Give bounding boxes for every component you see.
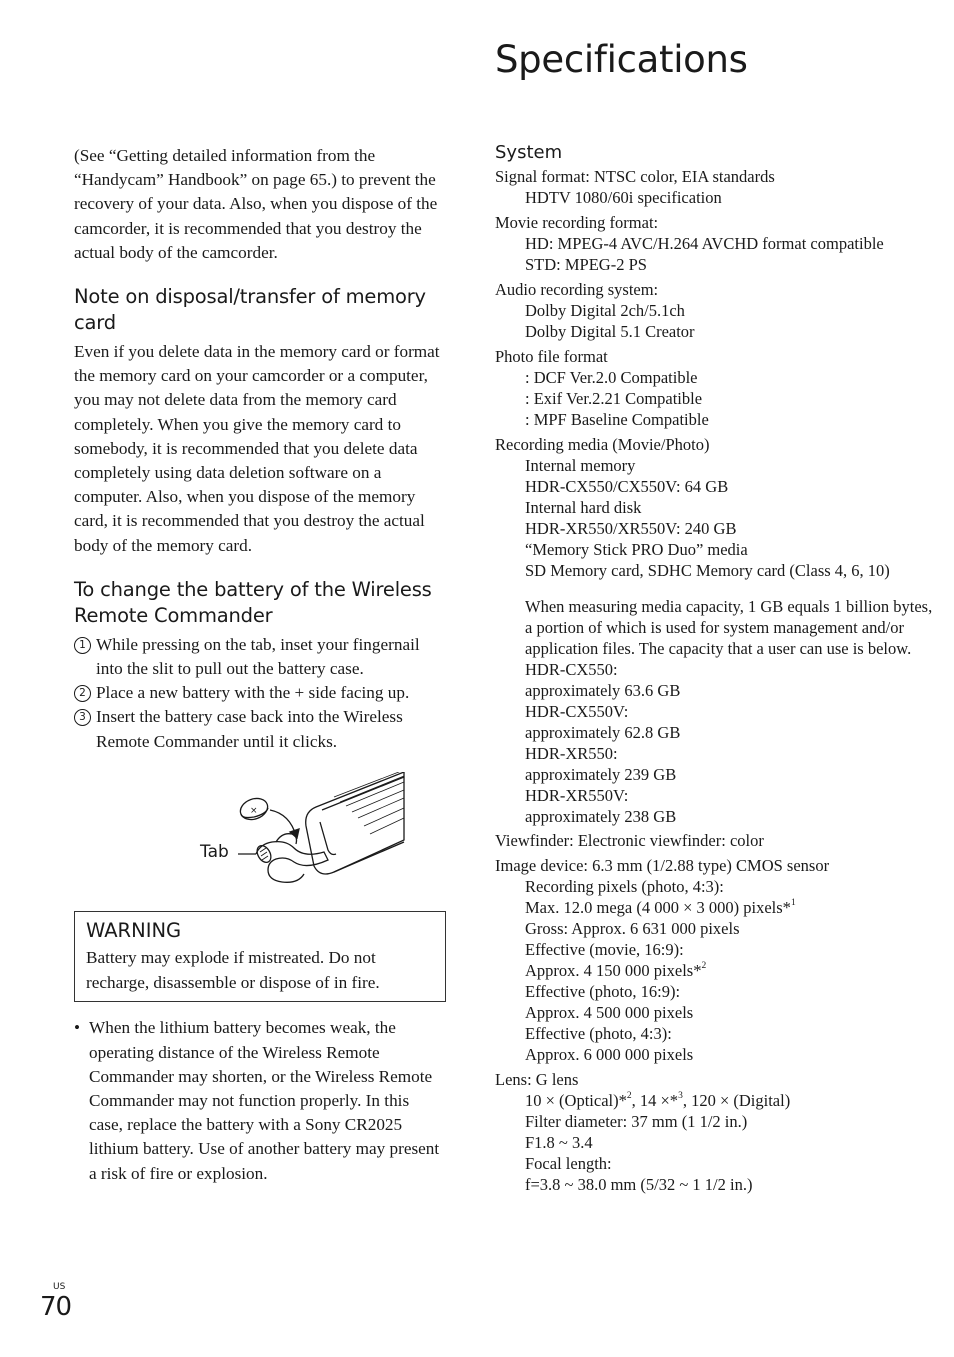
page-title: Specifications — [495, 38, 748, 81]
warning-text: Battery may explode if mistreated. Do not recharge, disassemble or dispose of in fire. — [86, 947, 380, 992]
spec-value: 10 × (Optical)*$^2$, 14 ×*$^3$, 120 × (Digital) — [525, 1090, 791, 1111]
spec-value: : DCF Ver.2.0 Compatible — [525, 367, 698, 387]
spec-audio — [495, 279, 935, 342]
spec-value: HDTV 1080/60i specification — [525, 188, 722, 207]
left-column — [74, 144, 446, 1186]
spec-value: : Exif Ver.2.21 Compatible — [525, 388, 703, 408]
spec-value: approximately 238 GB — [525, 806, 677, 826]
step-number: 3 — [74, 709, 91, 726]
spec-value: Effective (photo, 16:9): — [525, 982, 681, 1002]
spec-label: Photo file format — [495, 346, 608, 366]
spec-value: HDR-XR550: — [525, 743, 618, 763]
spec-value: Effective (photo, 4:3): — [525, 1024, 672, 1044]
page-number: 70 — [40, 1292, 72, 1322]
spec-label: Lens: G lens — [495, 1070, 579, 1090]
page-footer — [40, 1282, 71, 1322]
spec-label: Image device: 6.3 mm (1/2.88 type) CMOS sensor — [495, 856, 830, 876]
bullet-symbol: • — [74, 1018, 81, 1038]
spec-value: approximately 63.6 GB — [525, 680, 681, 700]
spec-movie-format — [495, 212, 935, 275]
spec-value: : MPF Baseline Compatible — [525, 409, 709, 429]
spec-value: Internal hard disk — [525, 497, 642, 517]
step-number: 1 — [74, 637, 91, 654]
warning-box — [74, 911, 446, 1003]
spec-value: HDR-CX550V: — [525, 701, 629, 721]
spec-label: Signal format: NTSC color, EIA standards — [495, 167, 775, 186]
spec-value: STD: MPEG-2 PS — [525, 254, 647, 274]
spec-value: F1.8 ~ 3.4 — [525, 1133, 593, 1153]
system-heading: System — [495, 142, 563, 163]
spec-recording-media — [495, 434, 935, 827]
spec-label: Movie recording format: — [495, 212, 659, 232]
remote-slot — [320, 822, 336, 855]
svg-text:×: × — [250, 805, 258, 816]
spec-value: HDR-CX550/CX550V: 64 GB — [525, 476, 729, 496]
spec-value: approximately 62.8 GB — [525, 722, 681, 742]
step-text: While pressing on the tab, inset your fingernail into the slit to pull out the battery case. — [96, 634, 420, 679]
spec-value: Internal memory — [525, 455, 636, 475]
remote-side — [334, 842, 404, 872]
spec-image-device — [495, 855, 935, 1065]
spec-value: SD Memory card, SDHC Memory card (Class 4, 6, 10) — [525, 560, 890, 580]
memory-card-paragraph: Even if you delete data in the memory card or format the memory card on your camcorder or a computer, you may not delete data from the memory card completely. When you give the memory card to somebody, it is recommended that you delete data completely using data deletion software on a computer. Also, when you dispose of the memory card, it is recommended that you destroy the actual body of the memory card. — [74, 342, 440, 555]
battery-steps — [74, 633, 446, 754]
intro-paragraph: (See “Getting detailed information from the “Handycam” Handbook” on page 65.) to prevent the recovery of your data. Also, when you dispose of the camcorder, it is recommended that you destroy the actual body of the camcorder. — [74, 146, 438, 262]
step-item — [74, 633, 446, 681]
spec-value: “Memory Stick PRO Duo” media — [525, 539, 748, 559]
tray-tab-ridges — [260, 848, 268, 860]
spec-value: Approx. 6 000 000 pixels — [525, 1045, 694, 1065]
system-specs — [495, 166, 935, 1195]
warning-title: WARNING — [86, 918, 182, 942]
spec-signal-format — [495, 166, 935, 208]
lithium-battery-note — [74, 1016, 446, 1185]
spec-value: HDR-CX550: — [525, 659, 618, 679]
battery-heading: To change the battery of the Wireless Remote Commander — [74, 577, 432, 627]
capacity-note: When measuring media capacity, 1 GB equals 1 billion bytes, a portion of which is used for system management and/or application files. The capacity that a user can use is below. — [525, 596, 933, 658]
spec-viewfinder — [495, 830, 935, 851]
spec-value: Dolby Digital 2ch/5.1ch — [525, 300, 685, 320]
spec-label: Viewfinder: Electronic viewfinder: color — [495, 831, 764, 851]
step-text: Place a new battery with the + side facing up. — [96, 683, 410, 703]
spec-photo-format — [495, 346, 935, 430]
spec-value: HDR-XR550/XR550V: 240 GB — [525, 518, 737, 538]
spec-label: Audio recording system: — [495, 279, 659, 299]
step-number: 2 — [74, 685, 91, 702]
spec-value: HD: MPEG-4 AVC/H.264 AVCHD format compatible — [525, 233, 884, 253]
spec-value: Dolby Digital 5.1 Creator — [525, 321, 695, 341]
bullet-text: When the lithium battery becomes weak, the operating distance of the Wireless Remote Commander may shorten, or the Wireless Remote Commander may not function properly. In this case, replace the battery with a Sony CR2025 lithium battery. Use of another battery may present a risk of fire or explosion. — [89, 1018, 440, 1183]
tab-label: Tab — [200, 841, 229, 862]
spec-value: Effective (movie, 16:9): — [525, 940, 684, 960]
remote-battery-drawing — [204, 772, 409, 890]
spec-value: Focal length: — [525, 1154, 612, 1174]
memory-card-heading: Note on disposal/transfer of memory card — [74, 285, 426, 335]
spec-value: Approx. 4 500 000 pixels — [525, 1003, 694, 1023]
region-code: US — [53, 1282, 66, 1292]
battery-illustration — [74, 772, 446, 890]
right-column — [495, 141, 935, 1199]
spec-value: approximately 239 GB — [525, 764, 677, 784]
spec-lens — [495, 1069, 935, 1195]
spec-value: f=3.8 ~ 38.0 mm (5/32 ~ 1 1/2 in.) — [525, 1175, 753, 1195]
spec-label: Recording media (Movie/Photo) — [495, 434, 710, 454]
step-text: Insert the battery case back into the Wireless Remote Commander until it clicks. — [96, 707, 403, 751]
spec-value: Approx. 4 150 000 pixels*$^2$ — [525, 960, 707, 981]
spec-value: Filter diameter: 37 mm (1 1/2 in.) — [525, 1112, 748, 1132]
step-item — [74, 681, 446, 705]
spec-value: Recording pixels (photo, 4:3): — [525, 877, 724, 897]
spec-value: Gross: Approx. 6 631 000 pixels — [525, 919, 740, 939]
spec-value: Max. 12.0 mega (4 000 × 3 000) pixels*$^1$ — [525, 897, 796, 918]
step-item — [74, 705, 446, 753]
spec-value: HDR-XR550V: — [525, 785, 629, 805]
remote-top-edge — [322, 777, 404, 810]
